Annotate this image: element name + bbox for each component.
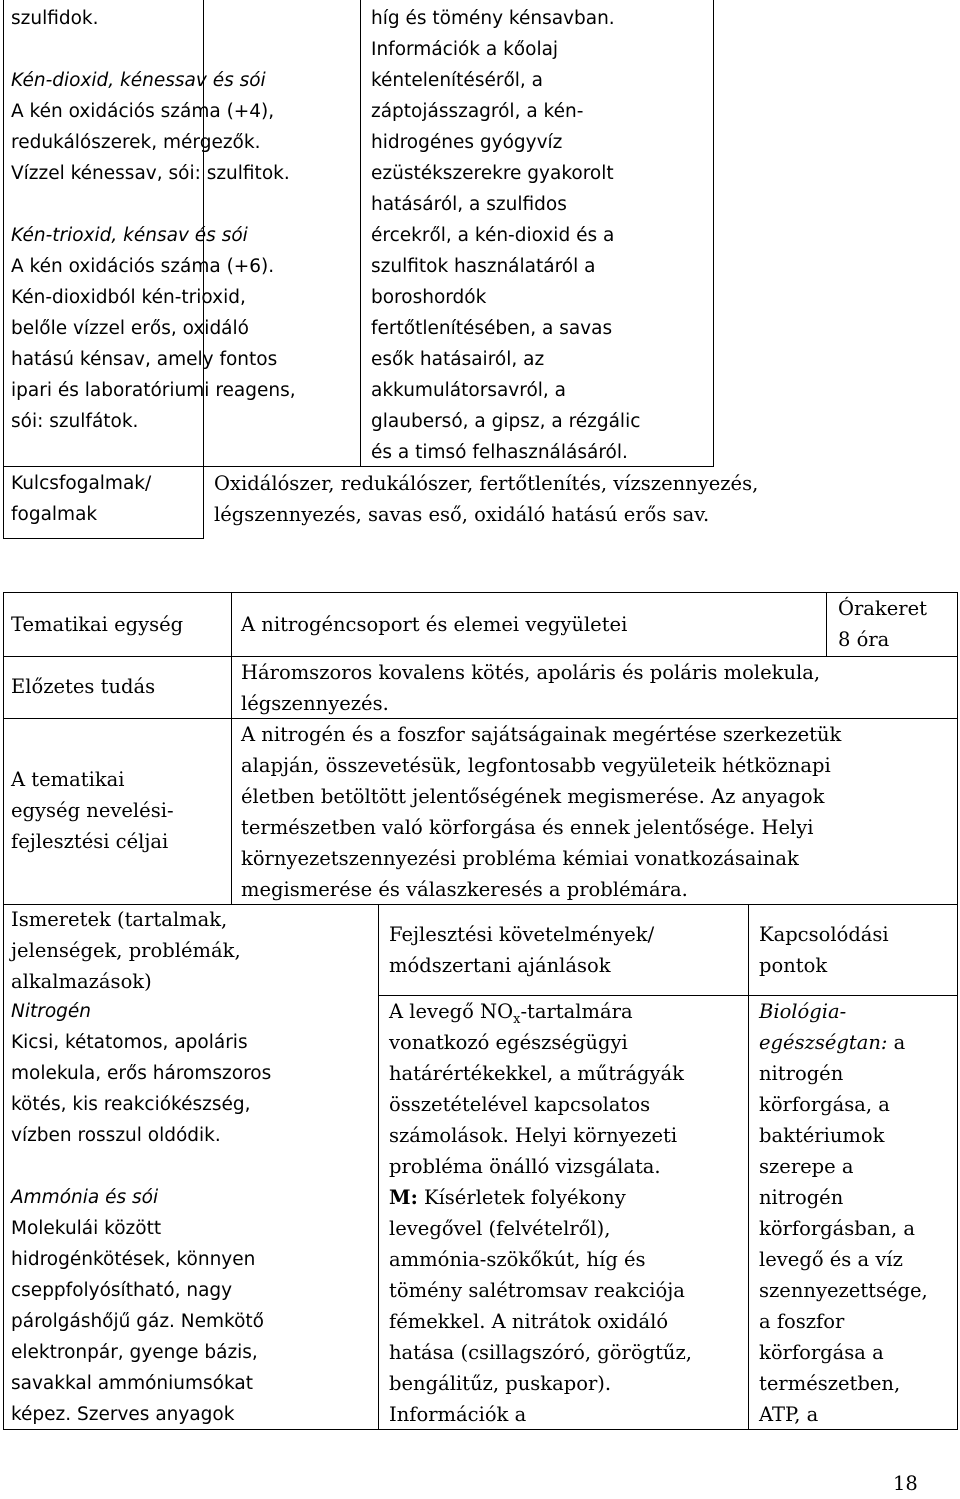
requirements-line: határértékekkel, a műtrágyák [389,1062,684,1085]
key-concepts-label [11,468,151,530]
requirements-line: összetételével kapcsolatos [389,1093,651,1116]
requirements-first-line [389,996,692,1027]
sulfides-text: szulfidok. [11,8,99,29]
page-number: 18 [893,1472,918,1495]
key-concepts-label-line: Kulcsfogalmak/ [11,473,152,494]
info-line: és a timsó felhasználásáról. [371,442,628,463]
goals-value [241,719,841,905]
info-line: akkumulátorsavról, a [371,380,566,401]
key-concepts-line: légszennyezés, savas eső, oxidáló hatású erős sav. [214,503,710,526]
requirements-text: -tartalmára [520,1000,633,1023]
info-line: hatásáról, a szulfidos [371,194,567,215]
goals-line: életben betöltött jelentőségének megismerése. Az anyagok [241,785,825,808]
experiments-line [389,1182,692,1213]
top-table-divider-2 [360,0,361,466]
info-line: híg és tömény kénsavban. [371,8,615,29]
column-header-line: jelenségek, problémák, [11,939,241,962]
knowledge-column-header [11,904,241,997]
prior-knowledge-line: Háromszoros kovalens kötés, apoláris és poláris molekula, [241,661,821,684]
key-concepts-value [214,468,758,530]
connections-text: a [887,1031,906,1054]
ammonia-line: cseppfolyósítható, nagy [11,1280,233,1301]
key-concepts-line: Oxidálószer, redukálószer, fertőtlenítés, vízszennyezés, [214,472,759,495]
prior-knowledge-value [241,657,820,719]
requirements-content [389,996,692,1430]
biology-line [759,1027,928,1058]
thematic-unit-title: A nitrogéncsoport és elemei vegyületei [241,613,628,636]
connections-line: körforgása a [759,1341,884,1364]
connections-line: szerepe a [759,1155,854,1178]
info-line: fertőtlenítésében, a savas [371,318,613,339]
prior-knowledge-label: Előzetes tudás [11,675,156,698]
info-line: esők hatásairól, az [371,349,545,370]
connections-line: a foszfor [759,1310,845,1333]
ammonia-line: elektronpár, gyenge bázis, [11,1342,258,1363]
sulfur-dioxide-line: Vízzel kénessav, sói: szulfitok. [11,163,290,184]
connections-line: természetben, [759,1372,901,1395]
info-line: szulfitok használatáról a [371,256,596,277]
unit-table-left-border [3,592,4,1430]
requirements-line: probléma önálló vizsgálata. [389,1155,661,1178]
information-cell [371,3,640,468]
connections-line: ATP, a [759,1403,819,1426]
column-header-line: alkalmazások) [11,970,152,993]
ammonia-line: Molekulái között [11,1218,162,1239]
goals-label-line: egység nevelési- [11,799,174,822]
goals-line: környezetszennyezési probléma kémiai vonatkozásainak [241,847,799,870]
ammonia-line: hidrogénkötések, könnyen [11,1249,256,1270]
info-line: hidrogénes gyógyvíz [371,132,563,153]
requirements-line: tömény salétromsav reakciója [389,1279,685,1302]
connections-line: nitrogén [759,1062,844,1085]
nitrogen-line: kötés, kis reakciókészség, [11,1094,251,1115]
goals-line: A nitrogén és a foszfor sajátságainak megértése szerkezetük [241,723,842,746]
goals-line: alapján, összevetésük, legfontosabb vegyületeik hétköznapi [241,754,831,777]
ammonia-heading: Ammónia és sói [11,1187,159,1208]
key-concepts-label-line: fogalmak [11,504,98,525]
requirements-column-header [389,919,654,981]
sulfur-trioxide-line: ipari és laboratóriumi reagens, [11,380,296,401]
column-header-line: Fejlesztési követelmények/ [389,923,655,946]
requirements-line: Információk a [389,1403,527,1426]
top-table-left-border [3,0,4,539]
sulfur-trioxide-line: hatású kénsav, amely fontos [11,349,278,370]
info-line: Információk a kőolaj [371,39,559,60]
unit-table-vline [826,592,827,657]
nitrogen-line: Kicsi, kétatomos, apoláris [11,1032,248,1053]
goals-label-line: A tematikai [11,768,125,791]
goals-label [11,764,174,857]
goals-line: természetben való körforgása és ennek jelentősége. Helyi [241,816,814,839]
thematic-unit-label: Tematikai egység [11,613,184,636]
requirements-line: fémekkel. A nitrátok oxidáló [389,1310,669,1333]
info-line: kéntelenítéséről, a [371,70,544,91]
sulfur-dioxide-line: A kén oxidációs száma (+4), [11,101,275,122]
goals-label-line: fejlesztési céljai [11,830,169,853]
requirements-line: ammónia-szökőkút, híg és [389,1248,646,1271]
info-line: boroshordók [371,287,487,308]
connections-column-header [759,919,889,981]
sulfur-compounds-cell [11,3,296,437]
goals-line: megismerése és válaszkeresés a problémára. [241,878,688,901]
nitrogen-line: molekula, erős háromszoros [11,1063,272,1084]
unit-table-right-border [957,592,958,1430]
connections-line: levegő és a víz [759,1248,903,1271]
sulfur-dioxide-heading: Kén-dioxid, kénessav és sói [11,70,266,91]
info-line: ezüstékszerekre gyakorolt [371,163,614,184]
column-header-line: Ismeretek (tartalmak, [11,908,228,931]
unit-table-top-border [3,592,958,593]
ammonia-line: savakkal ammóniumsókat [11,1373,253,1394]
requirements-line: vonatkozó egészségügyi [389,1031,628,1054]
connections-line: nitrogén [759,1186,844,1209]
sulfur-trioxide-line: sói: szulfátok. [11,411,139,432]
requirements-text: A levegő NO [389,1000,514,1023]
sulfur-trioxide-line: Kén-dioxidból kén-trioxid, [11,287,246,308]
unit-table-vline [231,592,232,905]
info-line: záptojásszagról, a kén- [371,101,584,122]
hours-label: Órakeret [838,597,927,620]
biology-heading: Biológia- [759,1000,847,1023]
info-line: ércekről, a kén-dioxid és a [371,225,615,246]
nitrogen-heading: Nitrogén [11,1001,92,1022]
connections-content [759,996,928,1430]
nox-subscript: x [513,1011,521,1027]
nitrogen-line: vízben rosszul oldódik. [11,1125,221,1146]
ammonia-line: párolgáshőjű gáz. Nemkötő [11,1311,264,1332]
info-line: glaubersó, a gipsz, a rézgálic [371,411,641,432]
sulfur-trioxide-line: A kén oxidációs száma (+6). [11,256,275,277]
top-table-right-border [713,0,714,466]
top-table-bottom-border [3,538,204,539]
requirements-line: hatása (csillagszóró, görögtűz, [389,1341,692,1364]
requirements-line: számolások. Helyi környezeti [389,1124,678,1147]
connections-line: szennyezettsége, [759,1279,928,1302]
unit-table-vline [378,904,379,1430]
connections-line: körforgásban, a [759,1217,915,1240]
requirements-line: levegővel (felvételről), [389,1217,611,1240]
experiments-label: M: [389,1186,418,1209]
column-header-line: Kapcsolódási [759,923,889,946]
sulfur-trioxide-heading: Kén-trioxid, kénsav és sói [11,225,248,246]
column-header-line: módszertani ajánlások [389,954,611,977]
knowledge-content [11,996,271,1430]
sulfur-trioxide-line: belőle vízzel erős, oxidáló [11,318,249,339]
experiments-text: Kísérletek folyékony [417,1186,626,1209]
unit-table-vline [748,904,749,1430]
hours-value: 8 óra [838,628,890,651]
prior-knowledge-line: légszennyezés. [241,692,389,715]
connections-line: körforgása, a [759,1093,890,1116]
health-heading: egészségtan: [759,1031,888,1054]
sulfur-dioxide-line: redukálószerek, mérgezők. [11,132,261,153]
connections-line: baktériumok [759,1124,885,1147]
requirements-line: bengálitűz, puskapor). [389,1372,612,1395]
ammonia-line: képez. Szerves anyagok [11,1404,235,1425]
column-header-line: pontok [759,954,828,977]
